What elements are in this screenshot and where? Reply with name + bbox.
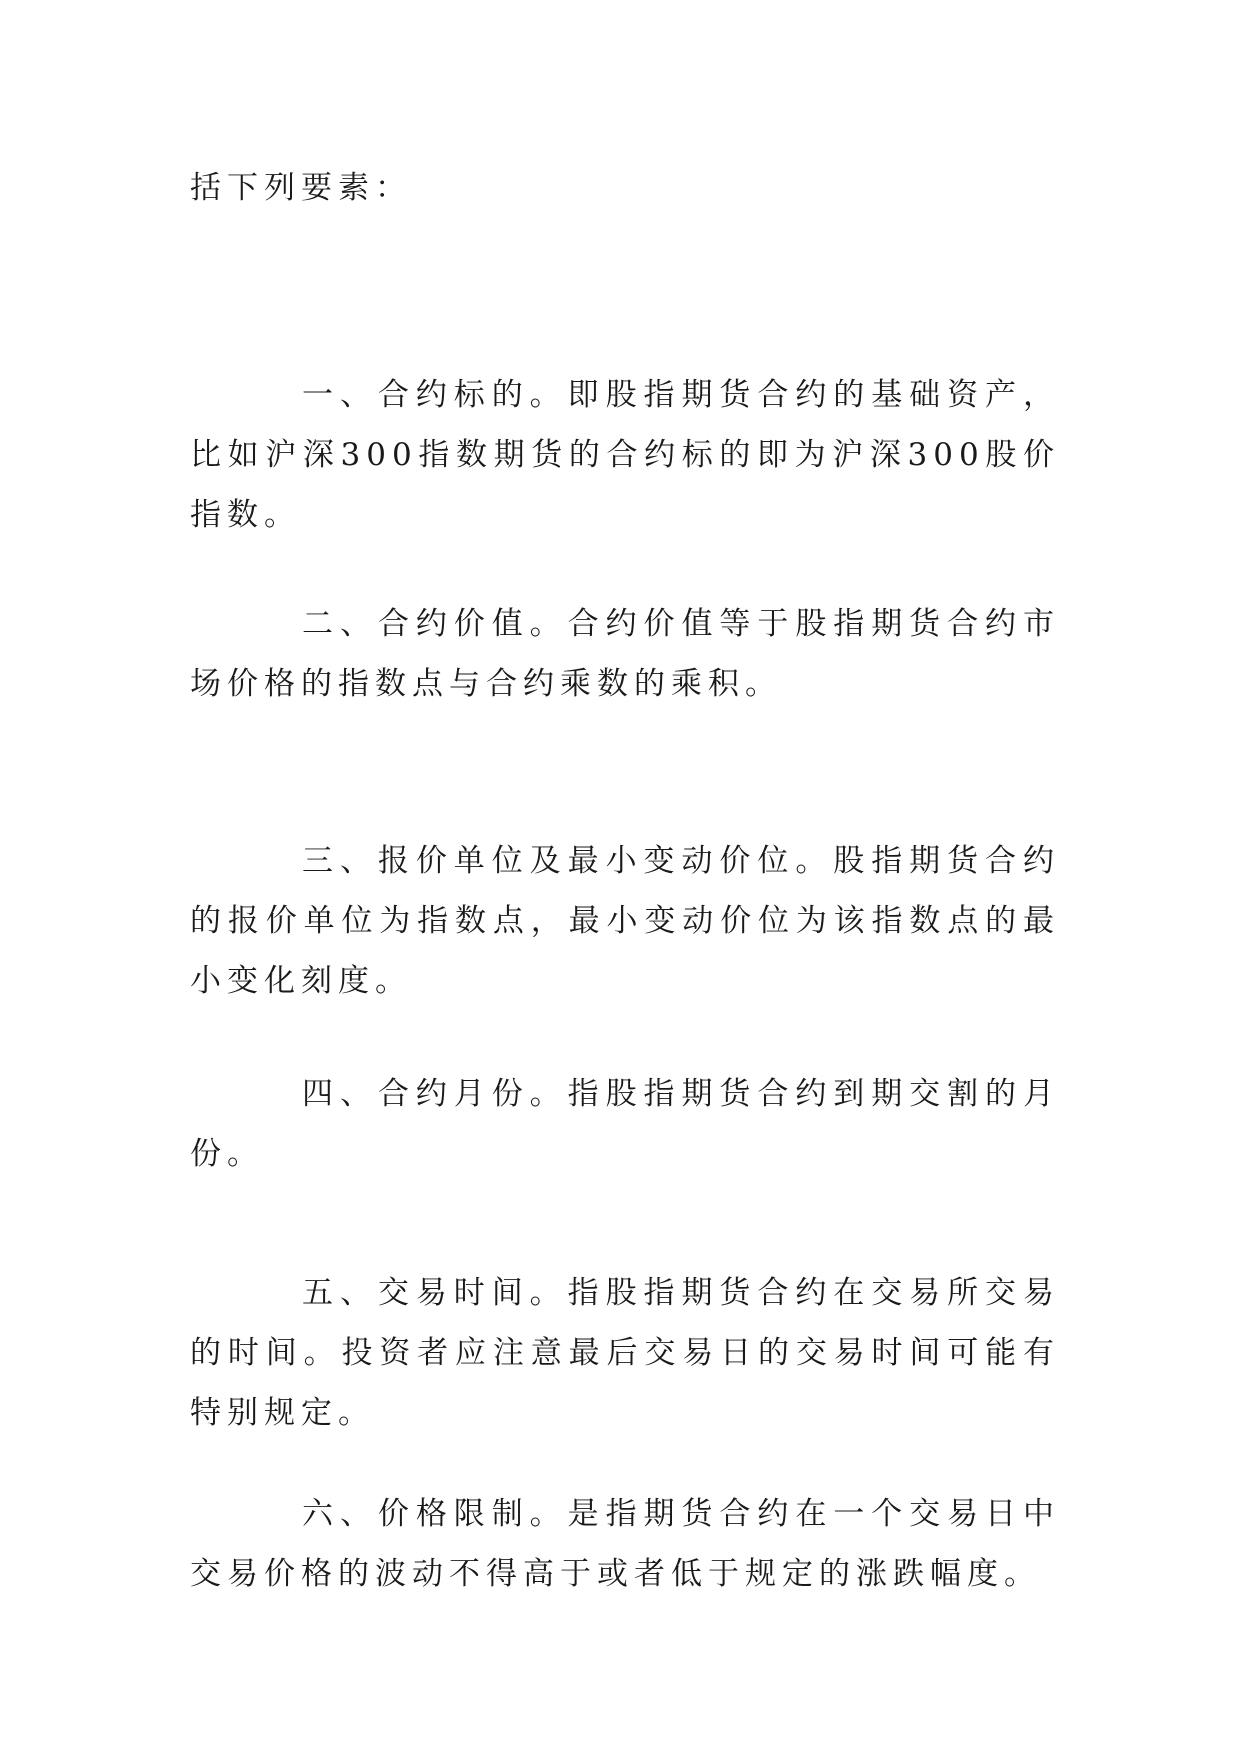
- intro-text: 括下列要素：: [190, 170, 412, 206]
- paragraph-quote-unit: 三、报价单位及最小变动价位。股指期货合约的报价单位为指数点，最小变动价位为该指数点的最小变化刻度。: [190, 843, 1060, 999]
- paragraph-price-limit: 六、价格限制。是指期货合约在一个交易日中交易价格的波动不得高于或者低于规定的涨跌幅度。: [190, 1496, 1060, 1592]
- paragraph-trading-hours: 五、交易时间。指股指期货合约在交易所交易的时间。投资者应注意最后交易日的交易时间可能有特别规定。: [190, 1275, 1060, 1431]
- paragraph-contract-underlying: 一、合约标的。即股指期货合约的基础资产，比如沪深300指数期货的合约标的即为沪深300股价指数。: [190, 377, 1060, 533]
- paragraph-contract-month: 四、合约月份。指股指期货合约到期交割的月份。: [190, 1076, 1060, 1172]
- paragraph-contract-value: 二、合约价值。合约价值等于股指期货合约市场价格的指数点与合约乘数的乘积。: [190, 606, 1060, 702]
